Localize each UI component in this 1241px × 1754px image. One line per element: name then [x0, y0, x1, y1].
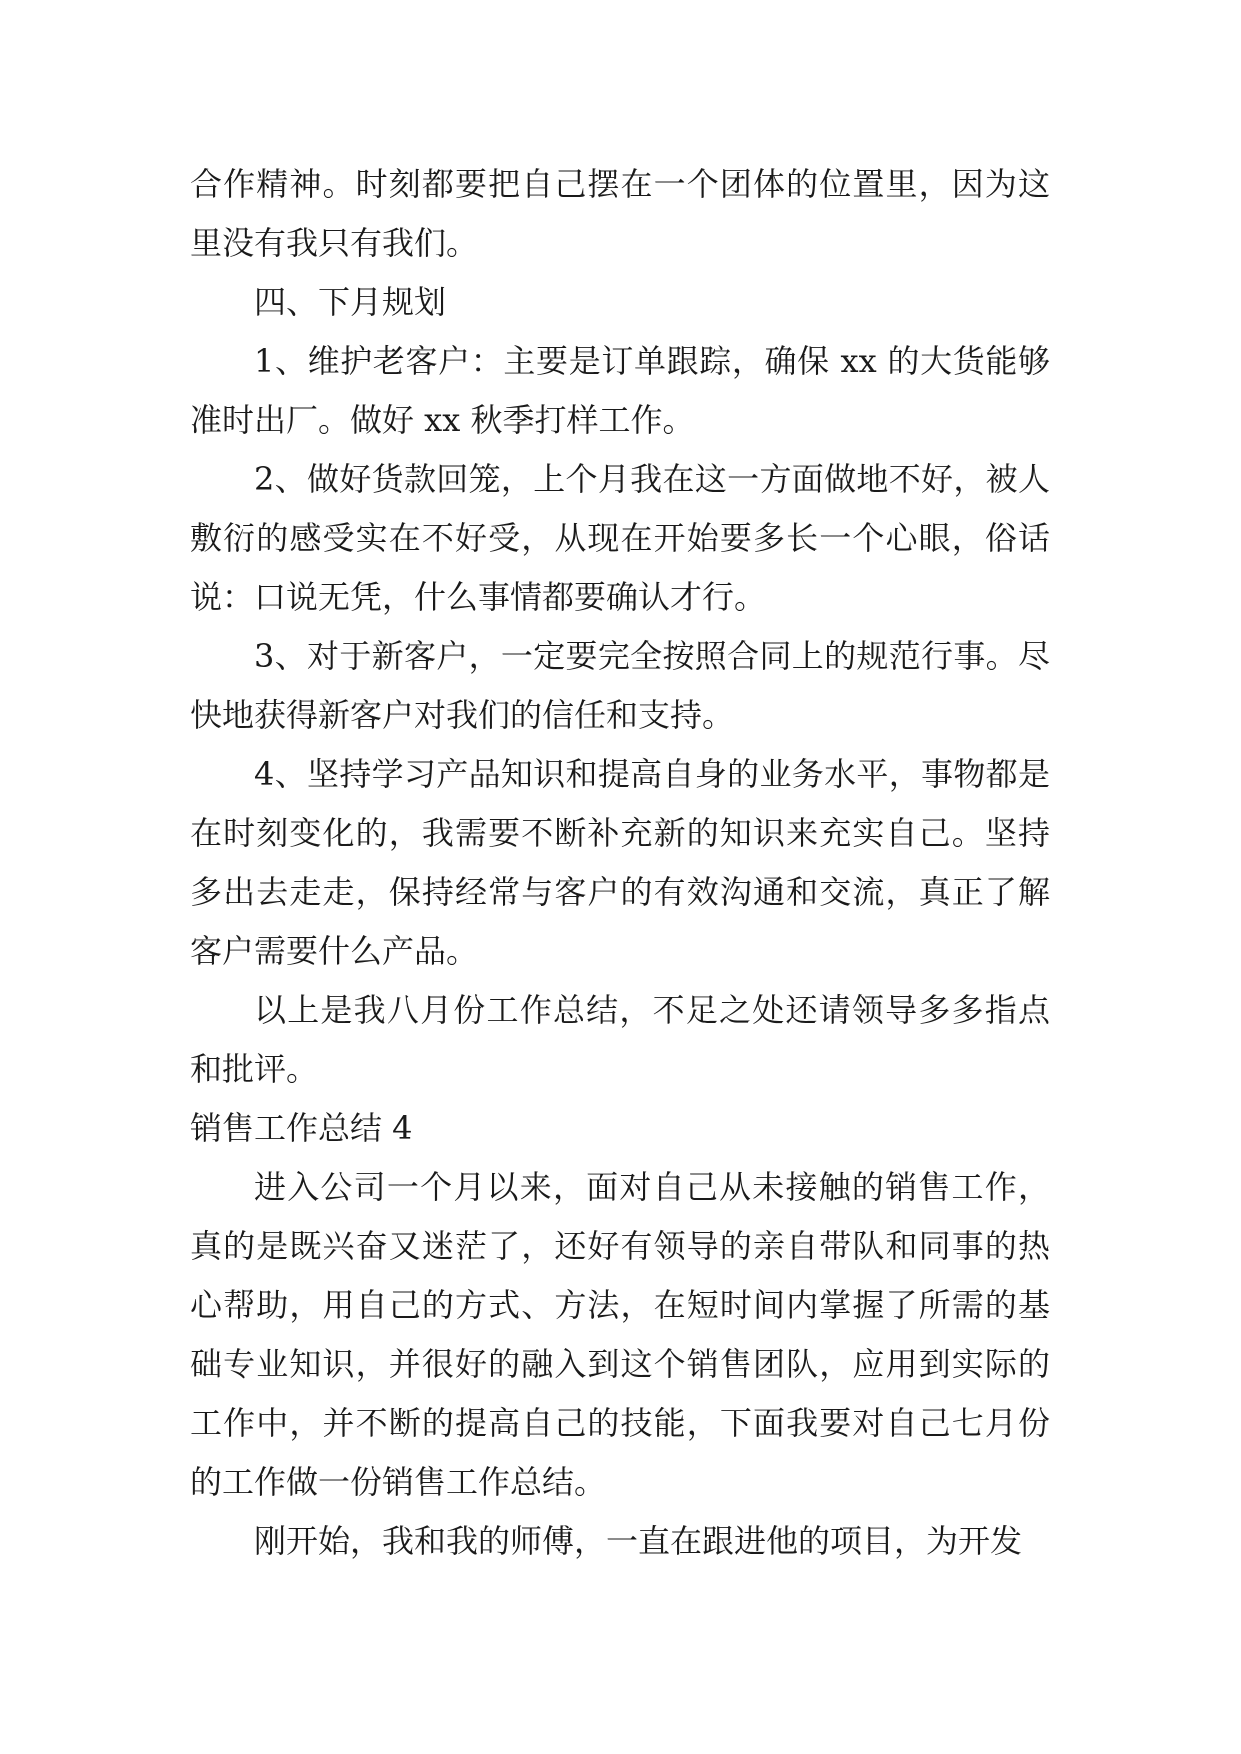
body-paragraph: 合作精神。时刻都要把自己摆在一个团体的位置里，因为这里没有我只有我们。: [190, 165, 1050, 262]
body-paragraph: 4、坚持学习产品知识和提高自身的业务水平，事物都是在时刻变化的，我需要不断补充新的知识来充实自己。坚持多出去走走，保持经常与客户的有效沟通和交流，真正了解客户需要什么产品。: [190, 755, 1050, 970]
section-subheading: 四、下月规划: [254, 283, 447, 321]
body-paragraph: 刚开始，我和我的师傅，一直在跟进他的项目，为开发: [254, 1522, 1023, 1560]
body-paragraph: 3、对于新客户，一定要完全按照合同上的规范行事。尽快地获得新客户对我们的信任和支持。: [190, 637, 1050, 734]
body-paragraph: 2、做好货款回笼，上个月我在这一方面做地不好，被人敷衍的感受实在不好受，从现在开始要多长一个心眼，俗话说：口说无凭，什么事情都要确认才行。: [190, 460, 1050, 616]
body-paragraph: 以上是我八月份工作总结，不足之处还请领导多多指点和批评。: [190, 991, 1050, 1088]
body-paragraph: 进入公司一个月以来，面对自己从未接触的销售工作，真的是既兴奋又迷茫了，还好有领导的亲自带队和同事的热心帮助，用自己的方式、方法，在短时间内掌握了所需的基础专业知识，并很好的融入到这个销售团队，应用到实际的工作中，并不断的提高自己的技能，下面我要对自己七月份的工作做一份销售工作总结。: [190, 1168, 1050, 1501]
section-heading: 销售工作总结 4: [190, 1109, 413, 1147]
body-paragraph: 1、维护老客户：主要是订单跟踪，确保 xx 的大货能够准时出厂。做好 xx 秋季打样工作。: [190, 342, 1050, 439]
document-body: [190, 155, 1050, 1571]
